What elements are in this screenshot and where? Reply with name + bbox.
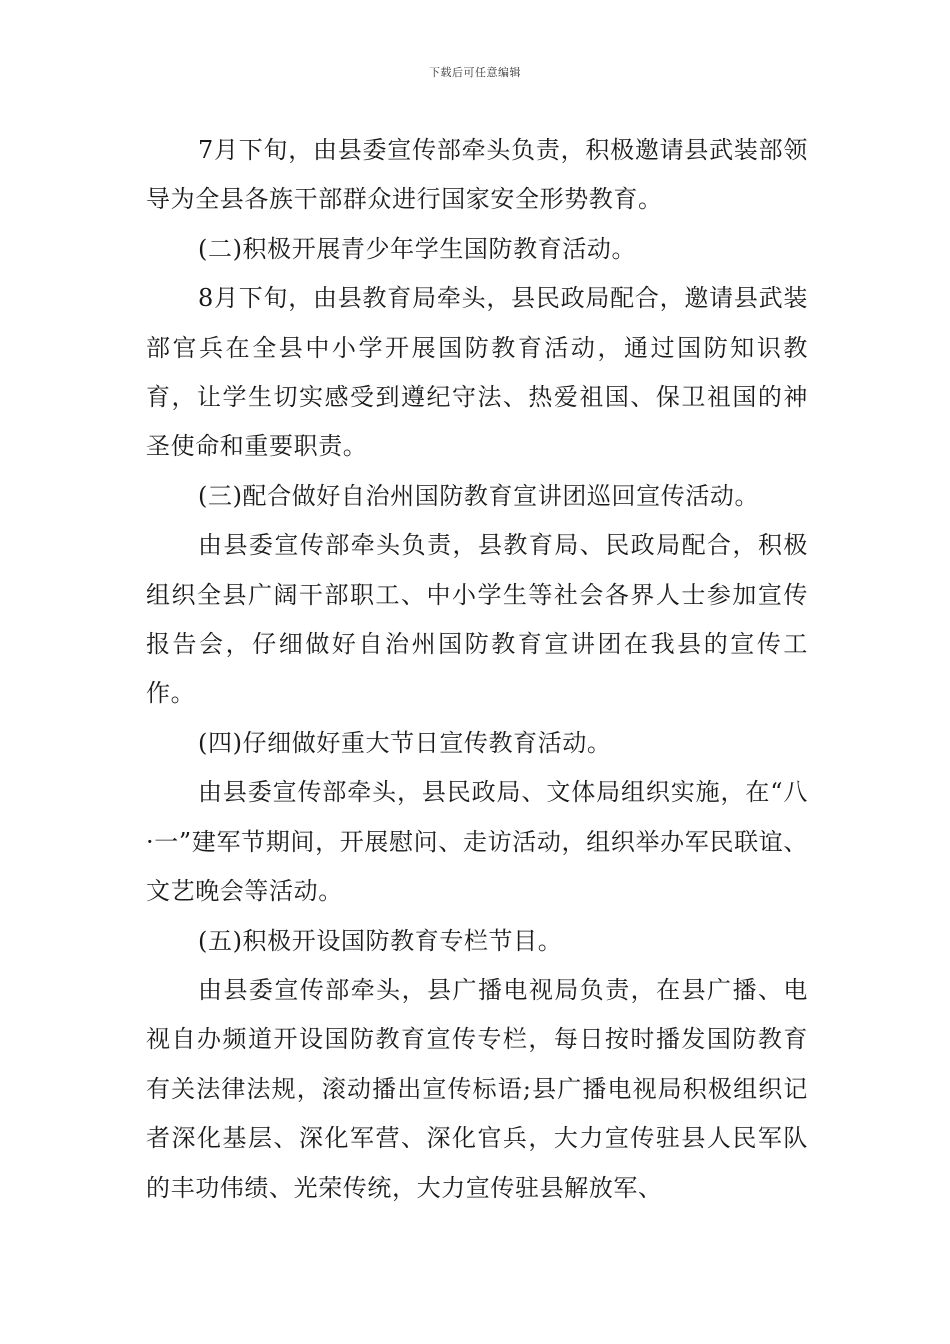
paragraph: 由县委宣传部牵头，县广播电视局负责，在县广播、电视自办频道开设国防教育宣传专栏，每日按时播发国防教育有关法律法规，滚动播出宣传标语;县广播电视局积极组织记者深化基层、深化军营、深化官兵，大力宣传驻县人民军队的丰功伟绩、光荣传统，大力宣传驻县解放军、 (146, 975, 808, 1202)
document-body (146, 126, 808, 1213)
paragraph: 8月下旬，由县教育局牵头，县民政局配合，邀请县武装部官兵在全县中小学开展国防教育活动，通过国防知识教育，让学生切实感受到遵纪守法、热爱祖国、保卫祖国的神圣使命和重要职责。 (146, 284, 808, 461)
section-heading: (四)仔细做好重大节日宣传教育活动。 (198, 728, 612, 757)
section-heading: (二)积极开展青少年学生国防教育活动。 (198, 234, 637, 263)
page-header: 下载后可任意编辑 (429, 66, 521, 79)
section-heading: (五)积极开设国防教育专栏节目。 (198, 926, 563, 955)
paragraph: 由县委宣传部牵头负责，县教育局、民政局配合，积极组织全县广阔干部职工、中小学生等社会各界人士参加宣传报告会，仔细做好自治州国防教育宣讲团在我县的宣传工作。 (146, 531, 808, 708)
paragraph: 由县委宣传部牵头，县民政局、文体局组织实施，在“八·一”建军节期间，开展慰问、走访活动，组织举办军民联谊、文艺晚会等活动。 (146, 778, 808, 906)
paragraph: 7月下旬，由县委宣传部牵头负责，积极邀请县武装部领导为全县各族干部群众进行国家安全形势教育。 (146, 136, 808, 214)
section-heading: (三)配合做好自治州国防教育宣讲团巡回宣传活动。 (198, 481, 760, 510)
